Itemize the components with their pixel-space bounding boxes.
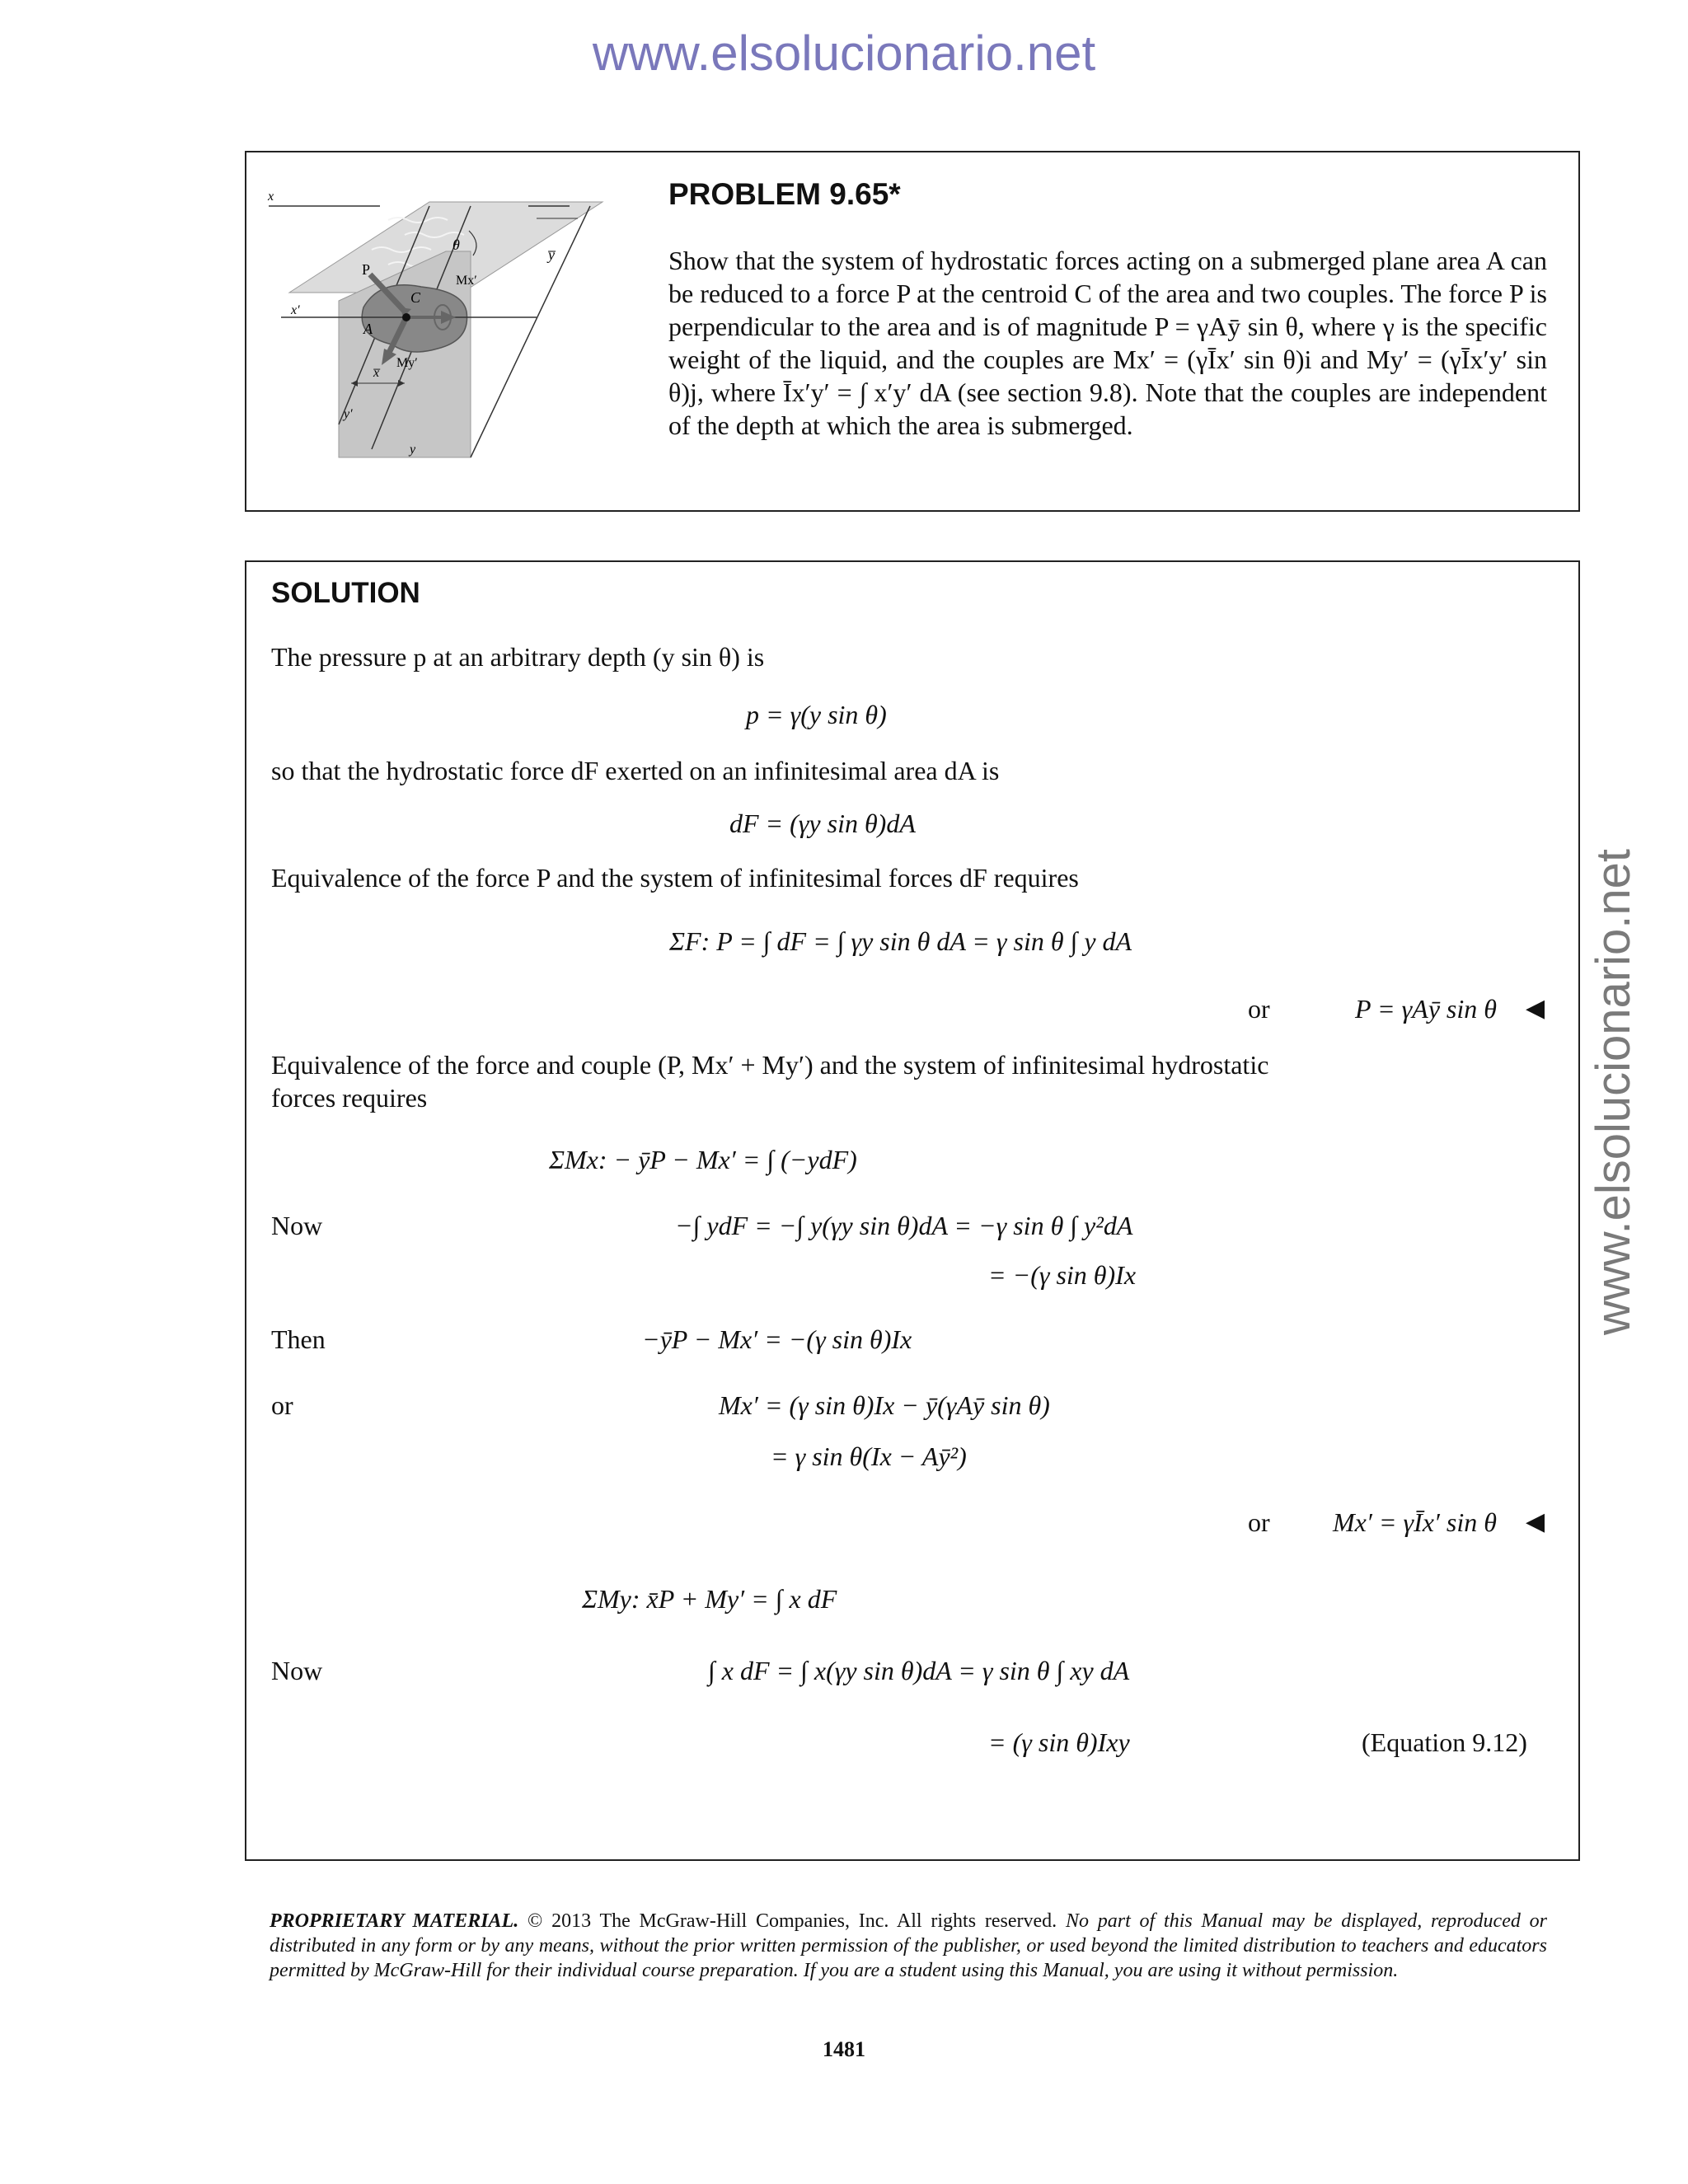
equation-ixy: = (γ sin θ)Ixy [988, 1727, 1130, 1757]
force-p-label: P [362, 261, 371, 278]
theta-label: θ [452, 237, 460, 253]
now-label-1: Now [271, 1211, 323, 1240]
equation-integral-ydf: −∫ ydF = −∫ y(γy sin θ)dA = −γ sin θ ∫ y²dA [675, 1211, 1133, 1240]
axis-xprime-label: x′ [291, 303, 300, 317]
or-label-2: or [271, 1390, 293, 1420]
footer-copyright: © 2013 The McGraw-Hill Companies, Inc. All rights reserved. [528, 1910, 1057, 1932]
text-line-pressure: The pressure p at an arbitrary depth (y sin θ) is [271, 642, 765, 672]
solution-box [245, 560, 1580, 1861]
equation-mx-simplified: = γ sin θ(Ix − Aȳ²) [771, 1441, 967, 1471]
or-label-1: or [1248, 994, 1270, 1024]
problem-box [245, 151, 1580, 512]
text-line-couple: Equivalence of the force and couple (P, Mx′ + My′) and the system of infinitesimal hydrostatic [271, 1050, 1269, 1080]
equation-integral-xdf: ∫ x dF = ∫ x(γy sin θ)dA = γ sin θ ∫ xy dA [708, 1656, 1130, 1685]
then-label: Then [271, 1324, 326, 1354]
equation-sum-f: ΣF: P = ∫ dF = ∫ γy sin θ dA = γ sin θ ∫ y dA [669, 926, 1132, 956]
submerged-plane-figure [265, 190, 644, 482]
result-mx: Mx′ = γĪx′ sin θ [1333, 1507, 1497, 1537]
equation-ix: = −(γ sin θ)Ix [988, 1260, 1137, 1290]
axis-x-label: x [268, 190, 274, 204]
couple-mx-label: Mx′ [456, 274, 477, 288]
result-marker-2: ◀ [1526, 1508, 1545, 1535]
couple-my-label: My′ [396, 356, 418, 370]
now-label-2: Now [271, 1656, 323, 1685]
text-line-couple-2: forces requires [271, 1083, 428, 1113]
xbar-label: x̅ [373, 366, 380, 380]
footer-proprietary: PROPRIETARY MATERIAL. [270, 1910, 519, 1932]
equation-df: dF = (γy sin θ)dA [729, 808, 916, 838]
equation-then: −ȳP − Mx′ = −(γ sin θ)Ix [642, 1324, 912, 1354]
axis-yprime-label: y′ [344, 407, 353, 421]
result-marker-1: ◀ [1526, 995, 1545, 1022]
area-a-label: A [363, 321, 373, 337]
result-p: P = γAȳ sin θ [1355, 994, 1497, 1024]
equation-sum-my: ΣMy: x̄P + My′ = ∫ x dF [582, 1584, 837, 1614]
equation-pressure: p = γ(y sin θ) [746, 700, 887, 729]
text-line-equivalence: Equivalence of the force P and the system of infinitesimal forces dF requires [271, 863, 1079, 893]
problem-statement: Show that the system of hydrostatic forces acting on a submerged plane area A can be reduced to a force P at the centroid C of the area and two couples. The force P is perpendicular to the area and is of magnitude P = γAȳ sin θ, where γ is the specific weight of the liquid, and the couples are Mx′ = (γĪx′ sin θ)i and My′ = (γĪx′y′ sin θ)j, where Īx′y′ = ∫ x′y′ dA (see section 9.8). Note that the couples are independent of the depth at which the area is submerged. [668, 246, 1547, 440]
footer-permission-text: No part of this Manual may be displayed, reproduced or distributed in any form or by any means, without the prior written permission of the publisher, or used beyond the limited distribution to teachers and educators permitted by McGraw-Hill for their individual course preparation. If you are a student using this Manual, you are using it without permission. [270, 1910, 1547, 1981]
equation-mx: Mx′ = (γ sin θ)Ix − ȳ(γAȳ sin θ) [719, 1390, 1050, 1420]
text-line-force: so that the hydrostatic force dF exerted on an infinitesimal area dA is [271, 756, 1000, 785]
solution-title: SOLUTION [271, 577, 420, 609]
ybar-label: y̅ [548, 246, 555, 263]
footer-notice [270, 1909, 1547, 1983]
watermark-top[interactable]: www.elsolucionario.net [592, 26, 1096, 81]
axis-y-label: y [410, 443, 416, 457]
centroid-c-label: C [410, 289, 421, 306]
watermark-side: www.elsolucionario.net [1587, 849, 1640, 1335]
equation-sum-mx: ΣMx: − ȳP − Mx′ = ∫ (−ydF) [549, 1145, 857, 1174]
problem-title: PROBLEM 9.65* [668, 177, 901, 211]
page-number: 1481 [823, 2037, 865, 2061]
or-label-3: or [1248, 1507, 1270, 1537]
equation-reference: (Equation 9.12) [1362, 1727, 1527, 1757]
